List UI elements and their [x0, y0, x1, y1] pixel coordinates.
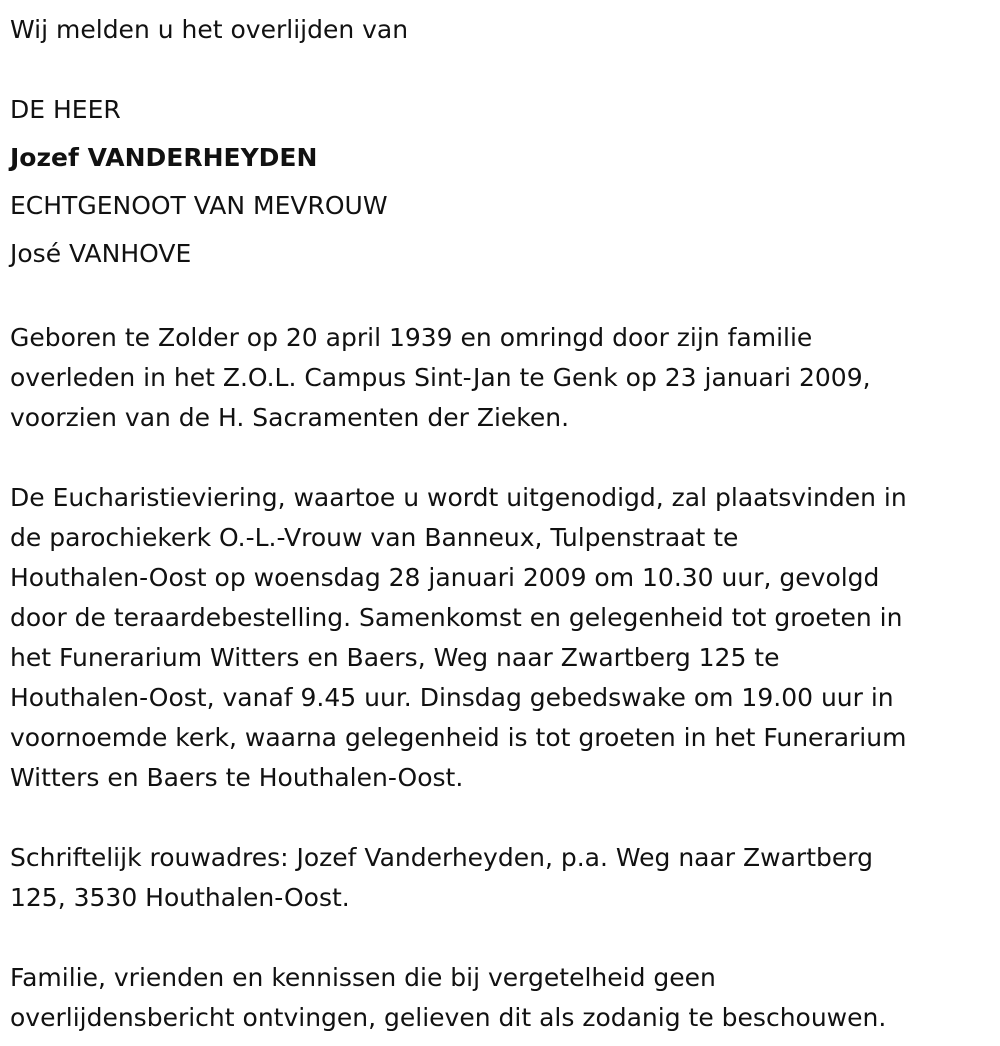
- text-line: Houthalen-Oost op woensdag 28 januari 2009 om 10.30 uur, gevolgd: [10, 563, 880, 592]
- spacer: [10, 278, 985, 318]
- obituary-notice: [10, 6, 985, 1038]
- text-line: Geboren te Zolder op 20 april 1939 en omringd door zijn familie: [10, 323, 813, 352]
- deceased-name: Jozef VANDERHEYDEN: [10, 143, 318, 172]
- ceremony-paragraph: [10, 478, 985, 798]
- intro-line: Wij melden u het overlijden van: [10, 15, 409, 44]
- text-line: de parochiekerk O.-L.-Vrouw van Banneux, Tulpenstraat te: [10, 523, 739, 552]
- spacer: [10, 438, 985, 478]
- text-line: het Funerarium Witters en Baers, Weg naar Zwartberg 125 te: [10, 643, 780, 672]
- text-line: Houthalen-Oost, vanaf 9.45 uur. Dinsdag gebedswake om 19.00 uur in: [10, 683, 894, 712]
- spouse-line: ECHTGENOOT VAN MEVROUW: [10, 191, 388, 220]
- birth-death-paragraph: [10, 318, 985, 438]
- spacer: [10, 54, 985, 86]
- closing-paragraph: [10, 958, 985, 1038]
- spacer: [10, 918, 985, 958]
- text-line: Witters en Baers te Houthalen-Oost.: [10, 763, 464, 792]
- text-line: voorzien van de H. Sacramenten der Zieken.: [10, 403, 570, 432]
- text-line: overleden in het Z.O.L. Campus Sint-Jan te Genk op 23 januari 2009,: [10, 363, 871, 392]
- text-line: door de teraardebestelling. Samenkomst en gelegenheid tot groeten in: [10, 603, 903, 632]
- text-line: 125, 3530 Houthalen-Oost.: [10, 883, 350, 912]
- spacer: [10, 798, 985, 838]
- text-line: Familie, vrienden en kennissen die bij vergetelheid geen: [10, 963, 716, 992]
- text-line: Schriftelijk rouwadres: Jozef Vanderheyden, p.a. Weg naar Zwartberg: [10, 843, 873, 872]
- title-line: DE HEER: [10, 95, 121, 124]
- text-line: voornoemde kerk, waarna gelegenheid is tot groeten in het Funerarium: [10, 723, 907, 752]
- text-line: De Eucharistieviering, waartoe u wordt uitgenodigd, zal plaatsvinden in: [10, 483, 907, 512]
- spouse-name: José VANHOVE: [10, 239, 192, 268]
- address-paragraph: [10, 838, 985, 918]
- text-line: overlijdensbericht ontvingen, gelieven dit als zodanig te beschouwen.: [10, 1003, 887, 1032]
